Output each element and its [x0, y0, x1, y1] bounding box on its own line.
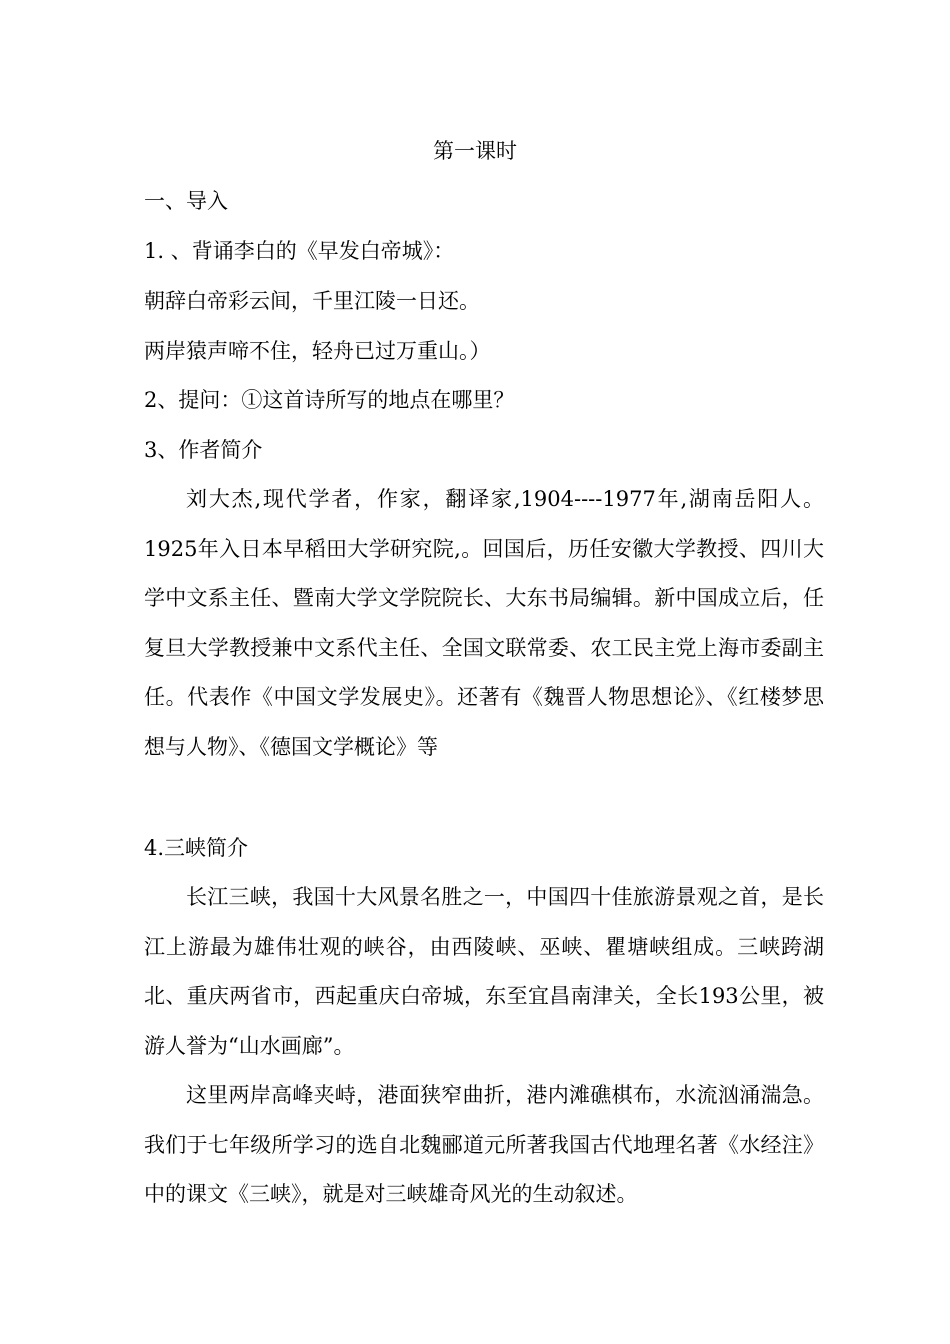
poem-line-2: 两岸猿声啼不住，轻舟已过万重山。）	[144, 339, 491, 363]
list-item-question: 2、提问：①这首诗所写的地点在哪里？	[144, 388, 515, 412]
page-title: 第一课时	[433, 139, 517, 163]
section-heading-intro: 一、导入	[144, 189, 228, 213]
list-item-sanxia-heading: 4.三峡简介	[144, 836, 249, 860]
list-item-recite: 1. 、背诵李白的《早发白帝城》：	[144, 239, 455, 263]
author-paragraph: 刘大杰,现代学者，作家，翻译家,1904----1977年,湖南岳阳人。1925年入日本早稻田大学研究院,。回国后，历任安徽大学教授、四川大学中文系主任、暨南大学文学院院长、大东书局编辑。新中国成立后，任复旦大学教授兼中文系代主任、全国文联常委、农工民主党上海市委副主任。代表作《中国文学发展史》。还著有《魏晋人物思想论》、《红楼梦思想与人物》、《德国文学概论》等	[144, 487, 824, 759]
list-item-author-heading: 3、作者简介	[144, 438, 263, 462]
poem-line-1: 朝辞白帝彩云间，千里江陵一日还。	[144, 289, 480, 313]
sanxia-paragraph-1: 长江三峡，我国十大风景名胜之一，中国四十佳旅游景观之首，是长江上游最为雄伟壮观的峡谷，由西陵峡、巫峡、瞿塘峡组成。三峡跨湖北、重庆两省市，西起重庆白帝城，东至宜昌南津关，全长193公里，被游人誉为“山水画廊”。	[144, 885, 824, 1058]
sanxia-paragraph-2: 这里两岸高峰夹峙，港面狭窄曲折，港内滩礁棋布，水流汹涌湍急。我们于七年级所学习的选自北魏郦道元所著我国古代地理名著《水经注》中的课文《三峡》，就是对三峡雄奇风光的生动叙述。	[144, 1083, 824, 1206]
